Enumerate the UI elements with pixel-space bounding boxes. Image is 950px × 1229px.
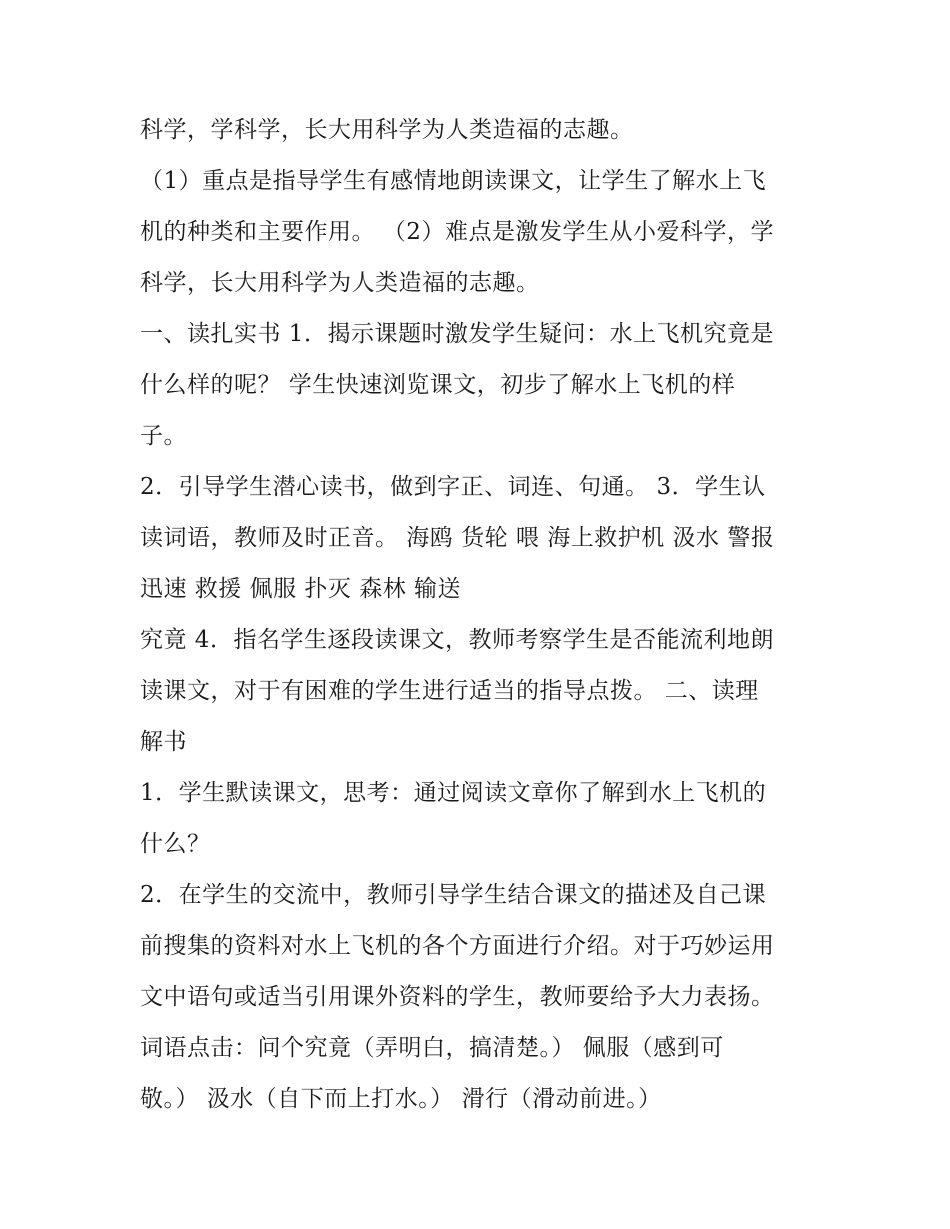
text-line: 子。: [140, 423, 187, 449]
text-line: 机的种类和主要作用。 （2）难点是激发学生从小爱科学，学: [140, 219, 774, 245]
text-line: 读词语，教师及时正音。 海鸥 货轮 喂 海上救护机 汲水 警报: [140, 525, 775, 551]
text-line: 什么样的呢？ 学生快速浏览课文，初步了解水上飞机的样: [140, 372, 736, 398]
text-line: （1）重点是指导学生有感情地朗读课文，让学生了解水上飞: [140, 168, 767, 194]
text-line: 什么？: [140, 831, 211, 857]
text-line: 读课文，对于有困难的学生进行适当的指导点拨。 二、读理: [140, 678, 759, 704]
text-line: 科学，长大用科学为人类造福的志趣。: [140, 270, 540, 296]
text-line: 文中语句或适当引用课外资料的学生，教师要给予大力表扬。: [140, 984, 775, 1010]
text-line: 解书: [140, 729, 187, 755]
text-line: 迅速 救援 佩服 扑灭 森林 输送: [140, 576, 462, 602]
text-line: 前搜集的资料对水上飞机的各个方面进行介绍。对于巧妙运用: [140, 933, 775, 959]
text-line: 科学，学科学，长大用科学为人类造福的志趣。: [140, 117, 634, 143]
text-line: 词语点击：问个究竟（弄明白，搞清楚。） 佩服（感到可: [140, 1035, 724, 1061]
text-line: 敬。） 汲水（自下而上打水。） 滑行（滑动前进。）: [140, 1086, 662, 1112]
text-line: 2．引导学生潜心读书，做到字正、词连、句通。 3．学生认: [140, 474, 766, 500]
text-line: 2．在学生的交流中，教师引导学生结合课文的描述及自己课: [140, 882, 767, 908]
text-line: 一、读扎实书 1．揭示课题时激发学生疑问：水上飞机究竟是: [140, 321, 774, 347]
text-line: 1．学生默读课文，思考：通过阅读文章你了解到水上飞机的: [140, 780, 767, 806]
text-line: 究竟 4．指名学生逐段读课文，教师考察学生是否能流利地朗: [140, 627, 774, 653]
